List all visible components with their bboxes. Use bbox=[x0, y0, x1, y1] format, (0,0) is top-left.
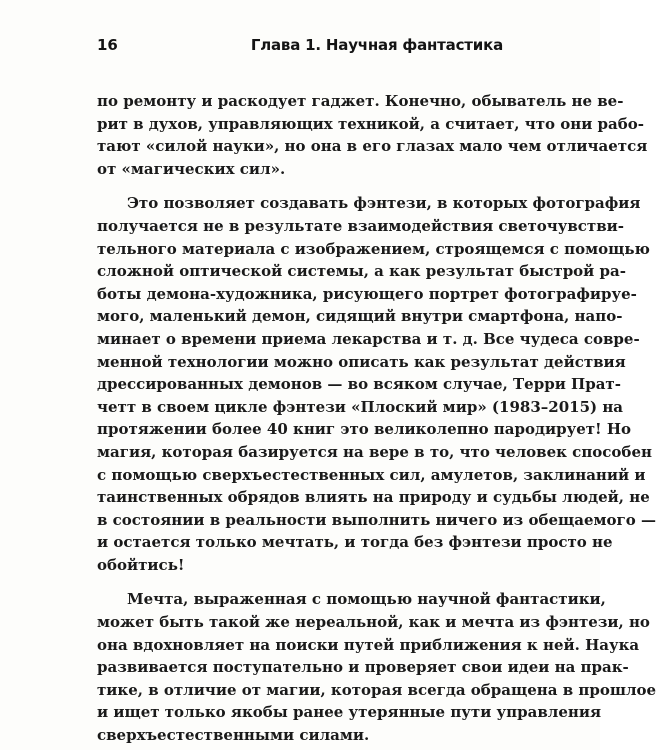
text-line: тают «силой науки», но она в его глазах мало чем отличается bbox=[97, 137, 648, 156]
text-line: таинственных обрядов влиять на природу и судьбы людей, не bbox=[97, 488, 650, 507]
text-line: с помощью сверхъестественных сил, амулетов, заклинаний и bbox=[97, 465, 646, 484]
text-line: Мечта, выраженная с помощью научной фантастики, bbox=[127, 590, 606, 609]
text-line: сверхъестественными силами. bbox=[97, 726, 370, 745]
text-line: четт в своем цикле фэнтези «Плоский мир» (1983–2015) на bbox=[97, 397, 624, 416]
text-line: тике, в отличие от магии, которая всегда обращена в прошлое bbox=[97, 680, 656, 699]
text-line: менной технологии можно описать как результат действия bbox=[97, 352, 626, 371]
text-line: сложной оптической системы, а как результат быстрой ра- bbox=[97, 262, 626, 281]
text-line: Это позволяет создавать фэнтези, в которых фотография bbox=[127, 194, 641, 213]
paragraph-gap bbox=[97, 576, 503, 588]
text-line: мого, маленький демон, сидящий внутри смартфона, напо- bbox=[97, 307, 623, 326]
text-line: развивается поступательно и проверяет свои идеи на прак- bbox=[97, 658, 629, 677]
text-line: дрессированных демонов — во всяком случае, Терри Прат- bbox=[97, 375, 621, 394]
paragraph bbox=[97, 192, 656, 576]
paragraph bbox=[97, 588, 656, 746]
text-line: протяжении более 40 книг это великолепно пародирует! Но bbox=[97, 420, 632, 439]
text-line: от «магических сил». bbox=[97, 159, 286, 178]
text-line: боты демона-художника, рисующего портрет фотографируе- bbox=[97, 284, 637, 303]
paragraph bbox=[97, 90, 648, 180]
text-line: рит в духов, управляющих техникой, а считает, что они рабо- bbox=[97, 114, 645, 133]
text-line: по ремонту и раскодует гаджет. Конечно, обыватель не ве- bbox=[97, 92, 624, 110]
text-line: и ищет только якобы ранее утерянные пути управления bbox=[97, 703, 602, 722]
text-line: получается не в результате взаимодействия светочувстви- bbox=[97, 216, 624, 235]
page-number: 16 bbox=[97, 36, 118, 54]
page-header bbox=[97, 36, 503, 56]
text-line: в состоянии в реальности выполнить ничего из обещаемого — bbox=[97, 510, 656, 529]
text-line: магия, которая базируется на вере в то, что человек способен bbox=[97, 442, 652, 461]
text-line: тельного материала с изображением, строящемся с помощью bbox=[97, 239, 650, 258]
running-head: Глава 1. Научная фантастика bbox=[250, 36, 503, 54]
paragraph-gap bbox=[97, 180, 503, 192]
text-line: и остается только мечтать, и тогда без фэнтези просто не bbox=[97, 533, 613, 552]
text-line: она вдохновляет на поиски путей приближения к ней. Наука bbox=[97, 635, 640, 654]
text-line: минает о времени приема лекарства и т. д. Все чудеса совре- bbox=[97, 329, 640, 348]
body-text bbox=[97, 90, 656, 747]
text-line: может быть такой же нереальной, как и мечта из фэнтези, но bbox=[97, 613, 650, 632]
text-line: обойтись! bbox=[97, 555, 185, 574]
